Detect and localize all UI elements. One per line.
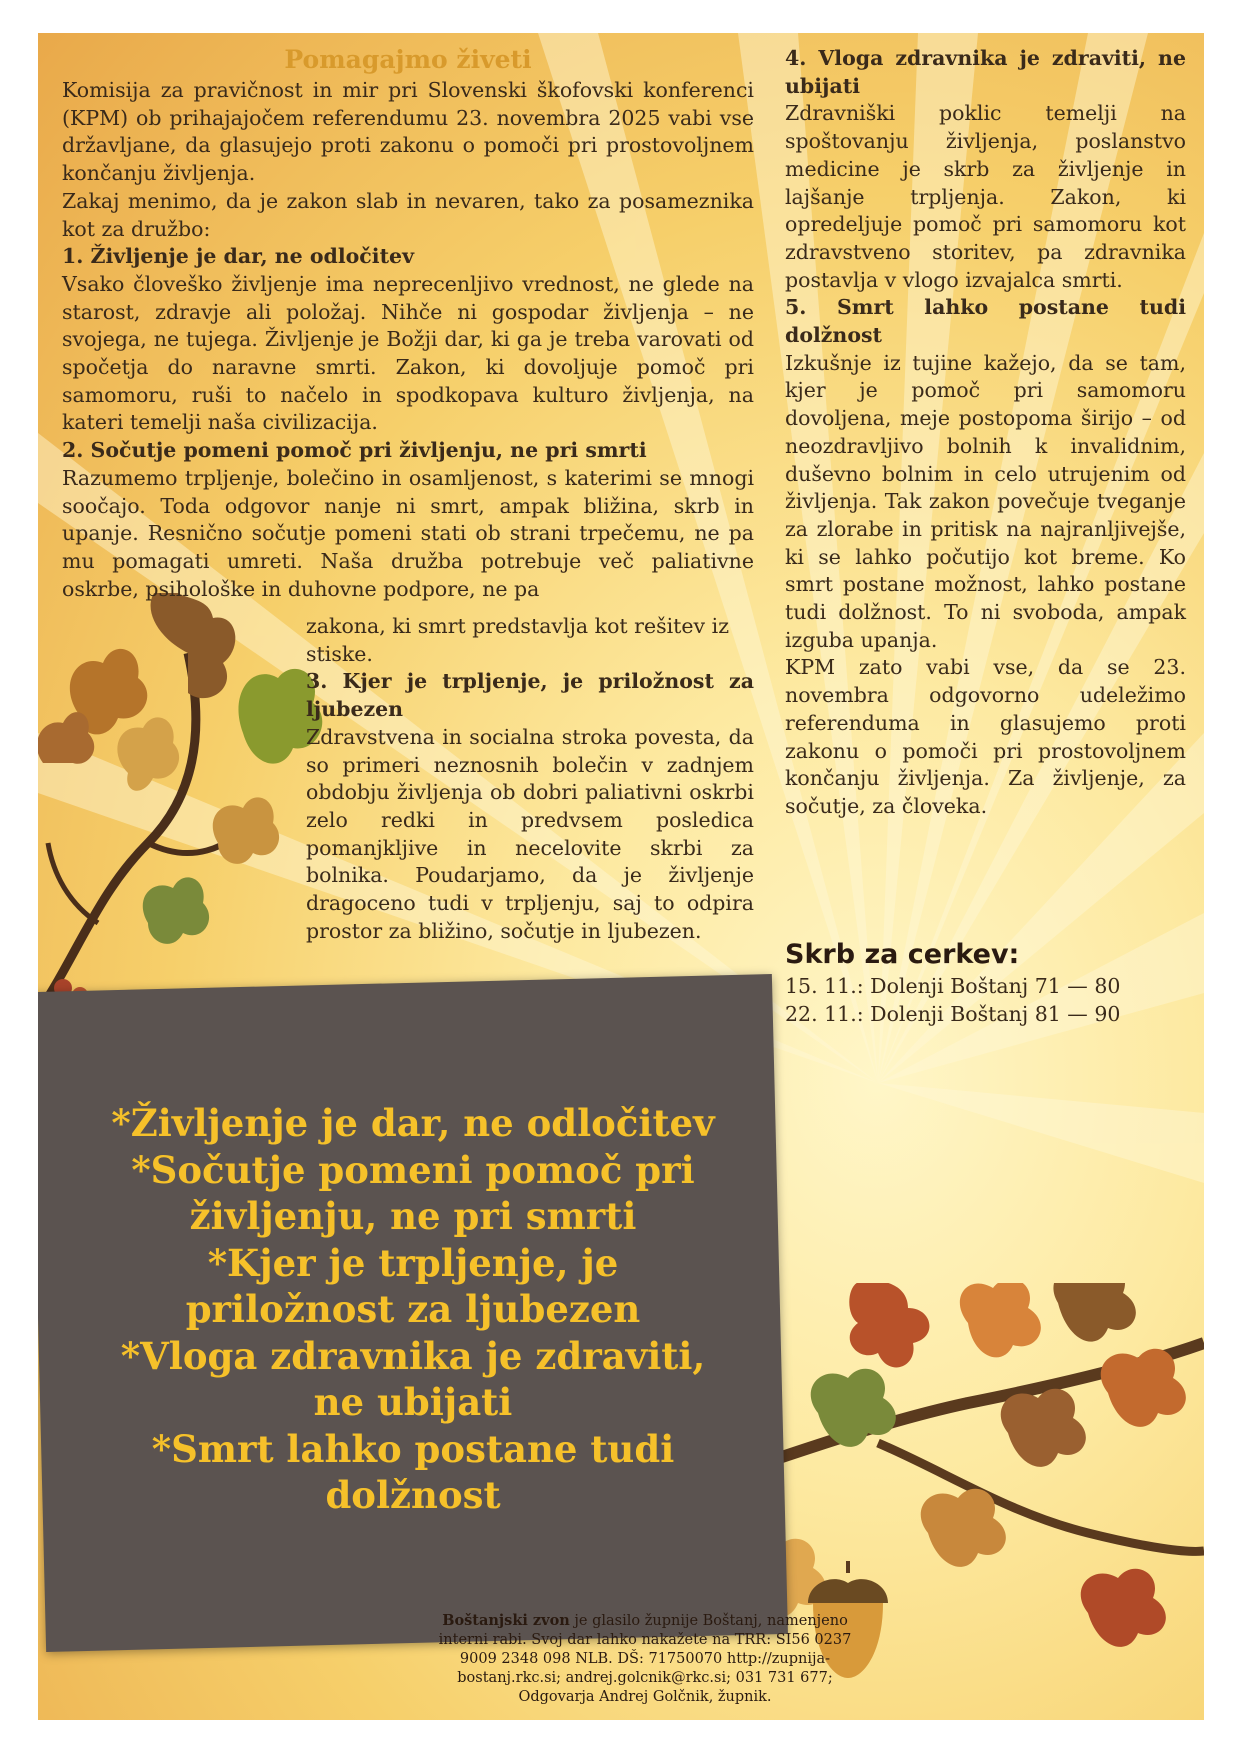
section-3-title: 3. Kjer je trpljenje, je priložnost za ljubezen (306, 669, 754, 722)
section-4-text: Zdravniški poklic temelji na spoštovanju življenja, poslanstvo medicine je skrb za življenje in lajšanje trpljenja. Zakon, ki opredeljuje pomoč pri samomoru kot zdravstveno storitev, pa zdravnika postavlja v vlogo izvajalca smrti. (785, 101, 1186, 292)
article-title: Pomagajmo živeti (284, 45, 532, 74)
church-care-schedule (785, 938, 1204, 1028)
panel-line: *Smrt lahko postane tudi (151, 1426, 675, 1471)
section-2-text: Razumemo trpljenje, bolečino in osamljenost, s katerimi se mnogi soočajo. Toda odgovor nanje ni smrt, ampak bližina, skrb in upanje. Resnično sočutje pomeni stati ob strani trpečemu, ne pa mu pomagati umreti. Naša družba potrebuje več paliativne oskrbe, psihološke in duhovne podpore, ne pa (62, 465, 754, 601)
footer-text: je glasilo župnije Boštanj, namenjeno interni rabi. Svoj dar lahko nakažete na TRR: SI56 0237 9009 2348 098 NLB. DŠ: 71750070 http://zupnija-bostanj.rkc.si; andrej.golcnik@rkc.si; 031 731 677; Odgovarja Andrej Golčnik, župnik. (438, 1613, 852, 1705)
article-intro-2: Zakaj menimo, da je zakon slab in nevaren, tako za posameznika kot za družbo: (62, 188, 754, 241)
oak-leaf-icon (38, 593, 322, 944)
panel-line: priložnost za ljubezen (185, 1287, 641, 1331)
panel-line: življenju, ne pri smrti (189, 1194, 637, 1238)
article-left-column (62, 45, 754, 603)
article-closing: KPM zato vabi vse, da se 23. novembra odgovorno udeležimo referenduma in glasujemo proti zakonu o pomoči pri prostovoljnem končanju življenja. Za življenje, za sočutje, za človeka. (785, 655, 1186, 818)
section-2-title: 2. Sočutje pomeni pomoč pri življenju, ne pri smrti (62, 438, 647, 463)
panel-line: *Vloga zdravnika je zdraviti, (120, 1333, 706, 1378)
panel-line: *Življenje je dar, ne odločitev (111, 1101, 715, 1145)
article-intro: Komisija za pravičnost in mir pri Slovenski škofovski konferenci (KPM) ob prihajajočem referendumu 23. novembra 2025 vabi vse državljane, da glasujejo proti zakonu o pomoči pri prostovoljnem končanju življenja. (62, 78, 754, 186)
section-5-text: Izkušnje iz tujine kažejo, da se tam, kjer je pomoč pri samomoru dovoljena, meje postopoma širijo – od neozdravljivo bolnih k invalidnim, duševno bolnim in celo utrujenim od življenja. Tak zakon povečuje tveganje za zlorabe in pritisk na najranljivejše, ki se lahko počutijo kot breme. Ko smrt postane možnost, lahko postane tudi dolžnost. To ni svoboda, ampak izguba upanja. (785, 350, 1186, 652)
schedule-line: 15. 11.: Dolenji Boštanj 71 — 80 (785, 974, 1121, 998)
section-5-title: 5. Smrt lahko postane tudi dolžnost (785, 295, 1186, 348)
section-2-text-cont: zakona, ki smrt predstavlja kot rešitev iz stiske. (306, 614, 729, 666)
highlight-panel-text (68, 1100, 758, 1519)
article-right-column (785, 45, 1186, 821)
panel-line: *Sočutje pomeni pomoč pri (131, 1147, 695, 1192)
section-1-title: 1. Življenje je dar, ne odločitev (62, 244, 414, 269)
newsletter-page (38, 33, 1204, 1720)
footer-publication-name: Boštanjski zvon (442, 1612, 570, 1629)
section-4-title: 4. Vloga zdravnika je zdraviti, ne ubijati (785, 46, 1186, 98)
footer-imprint (430, 1611, 860, 1707)
panel-line: ne ubijati (313, 1380, 513, 1424)
section-1-text: Vsako človeško življenje ima neprecenljivo vrednost, ne glede na starost, zdravje ali položaj. Nihče ni gospodar življenja – ne svojega, ne tujega. Življenje je Božji dar, ki ga je treba varovati od spočetja do naravne smrti. Zakon, ki dovoljuje pomoč pri samomoru, ruši to načelo in spodkopava kulturo življenja, na kateri temelji naša civilizacija. (62, 271, 754, 435)
panel-line: *Kjer je trpljenje, je (207, 1240, 619, 1285)
panel-line: dolžnost (325, 1473, 501, 1517)
article-left-lower-column (306, 613, 754, 945)
oak-leaves-left (38, 593, 338, 1033)
schedule-line: 22. 11.: Dolenji Boštanj 81 — 90 (785, 1002, 1121, 1026)
section-3-text: Zdravstvena in socialna stroka povesta, da so primeri neznosnih bolečin v zadnjem obdobju življenja ob dobri paliativni oskrbi zelo redki in predvsem posledica pomanjkljive in necelovite skrbi za bolnika. Poudarjamo, da je življenje dragoceno tudi v trpljenju, saj to odpira prostor za bližino, sočutje in ljubezen. (306, 724, 754, 943)
schedule-title: Skrb za cerkev: (785, 939, 1020, 970)
